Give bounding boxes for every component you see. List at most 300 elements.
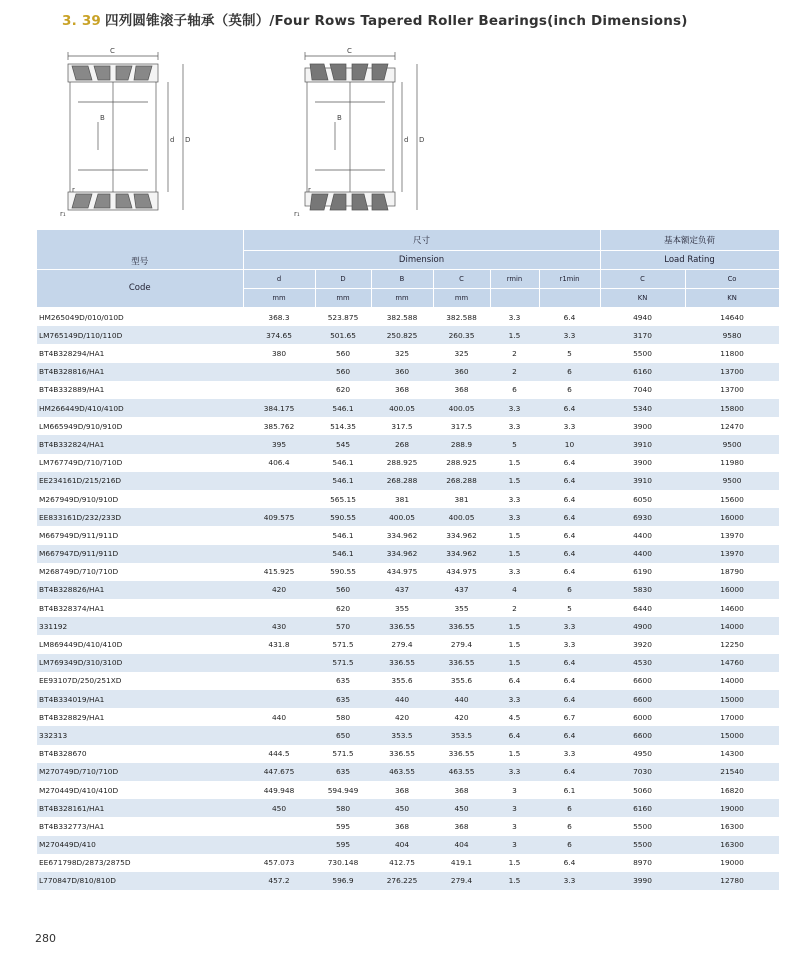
cell-r: 1.5 [490, 454, 539, 472]
cell-d: 380 [243, 344, 315, 362]
cell-code: LM869449D/410/410D [37, 635, 243, 653]
cell-B: 317.5 [371, 417, 433, 435]
cell-code: BT4B334019/HA1 [37, 690, 243, 708]
table-row [37, 745, 779, 763]
cell-D: 560 [315, 344, 371, 362]
cell-B: 276.225 [371, 872, 433, 890]
cell-d: 447.675 [243, 763, 315, 781]
cell-Co: 13970 [685, 526, 779, 544]
cell-Cr: 8970 [600, 854, 685, 872]
cell-r1: 6.4 [539, 472, 600, 490]
cell-D: 545 [315, 435, 371, 453]
cell-r1: 6 [539, 381, 600, 399]
cell-r1: 6.4 [539, 508, 600, 526]
cell-C: 353.5 [433, 726, 490, 744]
diagram-label-c: C [347, 47, 352, 55]
cell-code: M667949D/911/911D [37, 526, 243, 544]
diagram-label-b: B [100, 114, 105, 122]
col-unit [539, 288, 600, 307]
cell-r: 3 [490, 836, 539, 854]
cell-Cr: 6160 [600, 363, 685, 381]
table-body [37, 308, 779, 891]
cell-r1: 6.4 [539, 526, 600, 544]
cell-d: 420 [243, 581, 315, 599]
cell-r: 2 [490, 363, 539, 381]
table-row [37, 308, 779, 327]
cell-d [243, 545, 315, 563]
cell-r1: 6.4 [539, 308, 600, 327]
cell-r1: 5 [539, 344, 600, 362]
cell-d: 450 [243, 799, 315, 817]
cell-Cr: 5340 [600, 399, 685, 417]
cell-C: 336.55 [433, 654, 490, 672]
cell-C: 382.588 [433, 308, 490, 327]
cell-r1: 6.4 [539, 763, 600, 781]
cell-Co: 14600 [685, 599, 779, 617]
diagram-label-b: B [337, 114, 342, 122]
cell-code: LM765149D/110/110D [37, 326, 243, 344]
cell-C: 434.975 [433, 563, 490, 581]
cell-r1: 6.4 [539, 690, 600, 708]
cell-B: 360 [371, 363, 433, 381]
table-row [37, 417, 779, 435]
cell-Cr: 7040 [600, 381, 685, 399]
table-row [37, 326, 779, 344]
cell-D: 580 [315, 799, 371, 817]
cell-code: BT4B332824/HA1 [37, 435, 243, 453]
cell-D: 620 [315, 599, 371, 617]
header-dimension-en: Dimension [243, 250, 600, 269]
cell-code: BT4B328816/HA1 [37, 363, 243, 381]
cell-C: 400.05 [433, 508, 490, 526]
diagram-label-r: r [308, 186, 311, 194]
header-dimension-cn: 尺寸 [243, 230, 600, 250]
cell-r1: 6 [539, 581, 600, 599]
cell-code: BT4B328294/HA1 [37, 344, 243, 362]
cell-B: 404 [371, 836, 433, 854]
cell-Co: 9500 [685, 472, 779, 490]
cell-r: 3.3 [490, 690, 539, 708]
table-row [37, 563, 779, 581]
cell-D: 523.875 [315, 308, 371, 327]
table-row [37, 599, 779, 617]
cell-D: 571.5 [315, 635, 371, 653]
cell-C: 334.962 [433, 545, 490, 563]
cell-r1: 6.4 [539, 672, 600, 690]
cell-r1: 3.3 [539, 326, 600, 344]
header-code: Code [37, 269, 243, 307]
cell-D: 590.55 [315, 508, 371, 526]
cell-d [243, 726, 315, 744]
cell-Cr: 4400 [600, 526, 685, 544]
cell-C: 288.925 [433, 454, 490, 472]
cell-C: 368 [433, 817, 490, 835]
cell-d: 406.4 [243, 454, 315, 472]
cell-Cr: 4530 [600, 654, 685, 672]
cell-D: 590.55 [315, 563, 371, 581]
cell-Cr: 7030 [600, 763, 685, 781]
cell-r1: 3.3 [539, 745, 600, 763]
col-label: C [600, 269, 685, 288]
cell-Co: 9500 [685, 435, 779, 453]
cell-Cr: 3910 [600, 435, 685, 453]
diagram-label-d: d [404, 136, 409, 144]
cell-d [243, 472, 315, 490]
cell-Cr: 5830 [600, 581, 685, 599]
cell-r: 6.4 [490, 726, 539, 744]
diagram-label-r1: r₁ [60, 210, 66, 218]
cell-d: 440 [243, 708, 315, 726]
table-row [37, 363, 779, 381]
cell-B: 336.55 [371, 617, 433, 635]
cell-Co: 11980 [685, 454, 779, 472]
cell-Co: 18790 [685, 563, 779, 581]
cell-B: 353.5 [371, 726, 433, 744]
cell-Cr: 3990 [600, 872, 685, 890]
table-row [37, 854, 779, 872]
cell-C: 317.5 [433, 417, 490, 435]
table-row [37, 581, 779, 599]
cell-B: 288.925 [371, 454, 433, 472]
cell-B: 268.288 [371, 472, 433, 490]
col-unit: mm [315, 288, 371, 307]
cell-D: 594.949 [315, 781, 371, 799]
cell-r: 6.4 [490, 672, 539, 690]
table-row [37, 726, 779, 744]
cell-Co: 12780 [685, 872, 779, 890]
cell-Cr: 6190 [600, 563, 685, 581]
cell-Co: 16300 [685, 817, 779, 835]
cell-d: 431.8 [243, 635, 315, 653]
cell-D: 730.148 [315, 854, 371, 872]
cell-Co: 17000 [685, 708, 779, 726]
cell-d: 385.762 [243, 417, 315, 435]
cell-C: 368 [433, 781, 490, 799]
cell-B: 325 [371, 344, 433, 362]
table-row [37, 435, 779, 453]
cell-r1: 6.4 [539, 490, 600, 508]
cell-B: 412.75 [371, 854, 433, 872]
cell-B: 368 [371, 381, 433, 399]
cell-r: 3.3 [490, 308, 539, 327]
cell-D: 635 [315, 763, 371, 781]
cell-Co: 12250 [685, 635, 779, 653]
cell-D: 571.5 [315, 654, 371, 672]
cell-Co: 15000 [685, 726, 779, 744]
cell-r: 5 [490, 435, 539, 453]
bearing-spec-table [37, 230, 780, 890]
cell-C: 334.962 [433, 526, 490, 544]
cell-Cr: 6600 [600, 726, 685, 744]
cell-code: M667947D/911/911D [37, 545, 243, 563]
section-number: 3. 39 [62, 13, 102, 29]
cell-C: 279.4 [433, 635, 490, 653]
cell-code: BT4B328670 [37, 745, 243, 763]
cell-r: 3.3 [490, 417, 539, 435]
cell-D: 546.1 [315, 526, 371, 544]
cell-D: 514.35 [315, 417, 371, 435]
cell-B: 420 [371, 708, 433, 726]
cell-C: 355.6 [433, 672, 490, 690]
cell-Co: 19000 [685, 799, 779, 817]
table-row [37, 690, 779, 708]
col-label: C [433, 269, 490, 288]
cell-code: BT4B328161/HA1 [37, 799, 243, 817]
diagram-label-c: C [110, 47, 115, 55]
table-row [37, 672, 779, 690]
cell-C: 463.55 [433, 763, 490, 781]
cell-d [243, 599, 315, 617]
page-number: 280 [35, 932, 56, 945]
cell-C: 325 [433, 344, 490, 362]
cell-code: LM767749D/710/710D [37, 454, 243, 472]
cell-d: 374.65 [243, 326, 315, 344]
cell-Co: 16000 [685, 508, 779, 526]
cell-B: 400.05 [371, 508, 433, 526]
cell-code: HM266449D/410/410D [37, 399, 243, 417]
cell-d [243, 526, 315, 544]
cell-C: 381 [433, 490, 490, 508]
cell-r: 3 [490, 781, 539, 799]
cell-B: 334.962 [371, 545, 433, 563]
cell-r1: 3.3 [539, 872, 600, 890]
cell-code: M270449D/410 [37, 836, 243, 854]
cell-C: 355 [433, 599, 490, 617]
cell-C: 437 [433, 581, 490, 599]
table-row [37, 635, 779, 653]
cell-code: EE234161D/215/216D [37, 472, 243, 490]
cell-D: 546.1 [315, 399, 371, 417]
page-title [62, 9, 688, 29]
cell-Co: 13970 [685, 545, 779, 563]
cell-B: 336.55 [371, 654, 433, 672]
cell-d [243, 690, 315, 708]
cell-B: 463.55 [371, 763, 433, 781]
cell-d [243, 490, 315, 508]
cell-Co: 15800 [685, 399, 779, 417]
cell-Co: 21540 [685, 763, 779, 781]
cell-code: M270749D/710/710D [37, 763, 243, 781]
cell-B: 400.05 [371, 399, 433, 417]
table-row [37, 799, 779, 817]
header-load-en: Load Rating [600, 250, 779, 269]
cell-D: 560 [315, 581, 371, 599]
cell-D: 570 [315, 617, 371, 635]
cell-B: 368 [371, 781, 433, 799]
cell-Co: 16300 [685, 836, 779, 854]
cell-B: 381 [371, 490, 433, 508]
cell-code: EE671798D/2873/2875D [37, 854, 243, 872]
cell-B: 450 [371, 799, 433, 817]
cell-D: 635 [315, 672, 371, 690]
table-row [37, 526, 779, 544]
table-row [37, 399, 779, 417]
cell-C: 268.288 [433, 472, 490, 490]
cell-B: 382.588 [371, 308, 433, 327]
col-label: D [315, 269, 371, 288]
cell-code: HM265049D/010/010D [37, 308, 243, 327]
cell-C: 420 [433, 708, 490, 726]
table-row [37, 872, 779, 890]
cell-C: 260.35 [433, 326, 490, 344]
table-row [37, 817, 779, 835]
cell-C: 288.9 [433, 435, 490, 453]
cell-Cr: 3900 [600, 417, 685, 435]
cell-r1: 3.3 [539, 635, 600, 653]
cell-r1: 6.7 [539, 708, 600, 726]
cell-r: 3.3 [490, 399, 539, 417]
cell-D: 546.1 [315, 454, 371, 472]
diagram-label-D: D [419, 136, 425, 144]
cell-C: 360 [433, 363, 490, 381]
cell-code: L770847D/810/810D [37, 872, 243, 890]
col-unit: KN [685, 288, 779, 307]
cell-r1: 6.4 [539, 454, 600, 472]
cell-Co: 12470 [685, 417, 779, 435]
diagram-label-r: r [72, 186, 75, 194]
col-unit [490, 288, 539, 307]
cell-r: 3.3 [490, 763, 539, 781]
cell-d [243, 672, 315, 690]
cell-D: 546.1 [315, 545, 371, 563]
col-label: Co [685, 269, 779, 288]
cell-D: 501.65 [315, 326, 371, 344]
col-unit: mm [371, 288, 433, 307]
cell-r: 1.5 [490, 872, 539, 890]
table-row [37, 508, 779, 526]
cell-code: 331192 [37, 617, 243, 635]
cell-Co: 14000 [685, 672, 779, 690]
cell-Cr: 6440 [600, 599, 685, 617]
cell-code: EE93107D/250/251XD [37, 672, 243, 690]
cell-B: 268 [371, 435, 433, 453]
col-label: rmin [490, 269, 539, 288]
cell-Co: 14640 [685, 308, 779, 327]
cell-r: 6 [490, 381, 539, 399]
cell-code: LM769349D/310/310D [37, 654, 243, 672]
cell-Cr: 4940 [600, 308, 685, 327]
cell-code: EE833161D/232/233D [37, 508, 243, 526]
cell-Co: 13700 [685, 381, 779, 399]
cell-Cr: 6600 [600, 690, 685, 708]
cell-Co: 15000 [685, 690, 779, 708]
cell-C: 336.55 [433, 617, 490, 635]
header-model-cn: 型号 [37, 230, 243, 269]
bearing-drawing-right [290, 42, 440, 222]
cell-Co: 19000 [685, 854, 779, 872]
cell-Co: 15600 [685, 490, 779, 508]
cell-D: 560 [315, 363, 371, 381]
table-row [37, 763, 779, 781]
cell-r: 2 [490, 344, 539, 362]
table-row [37, 654, 779, 672]
cell-r1: 6.4 [539, 545, 600, 563]
cell-r: 3 [490, 817, 539, 835]
header-load-cn: 基本额定负荷 [600, 230, 779, 250]
cell-d [243, 654, 315, 672]
cell-Cr: 3910 [600, 472, 685, 490]
table-row [37, 617, 779, 635]
cell-r: 1.5 [490, 654, 539, 672]
cell-d: 415.925 [243, 563, 315, 581]
cell-code: M270449D/410/410D [37, 781, 243, 799]
cell-B: 434.975 [371, 563, 433, 581]
cell-d: 444.5 [243, 745, 315, 763]
cell-B: 334.962 [371, 526, 433, 544]
cell-D: 546.1 [315, 472, 371, 490]
col-unit: mm [433, 288, 490, 307]
cell-r1: 6 [539, 817, 600, 835]
cell-d: 395 [243, 435, 315, 453]
cell-r1: 5 [539, 599, 600, 617]
table-row [37, 381, 779, 399]
cell-B: 355 [371, 599, 433, 617]
cell-code: M268749D/710/710D [37, 563, 243, 581]
cell-r1: 6.4 [539, 726, 600, 744]
cell-Co: 16000 [685, 581, 779, 599]
cell-code: LM665949D/910/910D [37, 417, 243, 435]
cell-Cr: 3170 [600, 326, 685, 344]
cell-r: 1.5 [490, 635, 539, 653]
diagram-label-D: D [185, 136, 191, 144]
table-row [37, 472, 779, 490]
cell-r: 4 [490, 581, 539, 599]
cell-Cr: 6050 [600, 490, 685, 508]
cell-Cr: 6600 [600, 672, 685, 690]
cell-r: 3.3 [490, 508, 539, 526]
cell-r: 3 [490, 799, 539, 817]
cell-Cr: 3900 [600, 454, 685, 472]
cell-r1: 3.3 [539, 417, 600, 435]
cell-B: 368 [371, 817, 433, 835]
cell-C: 400.05 [433, 399, 490, 417]
diagram-label-r1: r₁ [294, 210, 300, 218]
cell-r1: 6 [539, 363, 600, 381]
table-row [37, 781, 779, 799]
cell-Co: 14300 [685, 745, 779, 763]
cell-r1: 6 [539, 799, 600, 817]
cell-D: 565.15 [315, 490, 371, 508]
cell-r: 1.5 [490, 472, 539, 490]
col-label: B [371, 269, 433, 288]
cell-D: 650 [315, 726, 371, 744]
cell-B: 437 [371, 581, 433, 599]
cell-d: 457.2 [243, 872, 315, 890]
cell-C: 450 [433, 799, 490, 817]
cell-B: 355.6 [371, 672, 433, 690]
cell-Co: 13700 [685, 363, 779, 381]
cell-d: 430 [243, 617, 315, 635]
col-label: d [243, 269, 315, 288]
cell-r1: 6.4 [539, 654, 600, 672]
cell-Cr: 6000 [600, 708, 685, 726]
cell-D: 596.9 [315, 872, 371, 890]
cell-Co: 9580 [685, 326, 779, 344]
table-row [37, 344, 779, 362]
cell-r: 1.5 [490, 745, 539, 763]
col-label: r1min [539, 269, 600, 288]
cell-C: 336.55 [433, 745, 490, 763]
table-row [37, 545, 779, 563]
cell-r1: 6.1 [539, 781, 600, 799]
cell-Cr: 6930 [600, 508, 685, 526]
cell-d: 368.3 [243, 308, 315, 327]
cell-Cr: 5060 [600, 781, 685, 799]
cell-d: 457.073 [243, 854, 315, 872]
cell-d [243, 363, 315, 381]
cell-D: 595 [315, 817, 371, 835]
cell-code: BT4B328826/HA1 [37, 581, 243, 599]
